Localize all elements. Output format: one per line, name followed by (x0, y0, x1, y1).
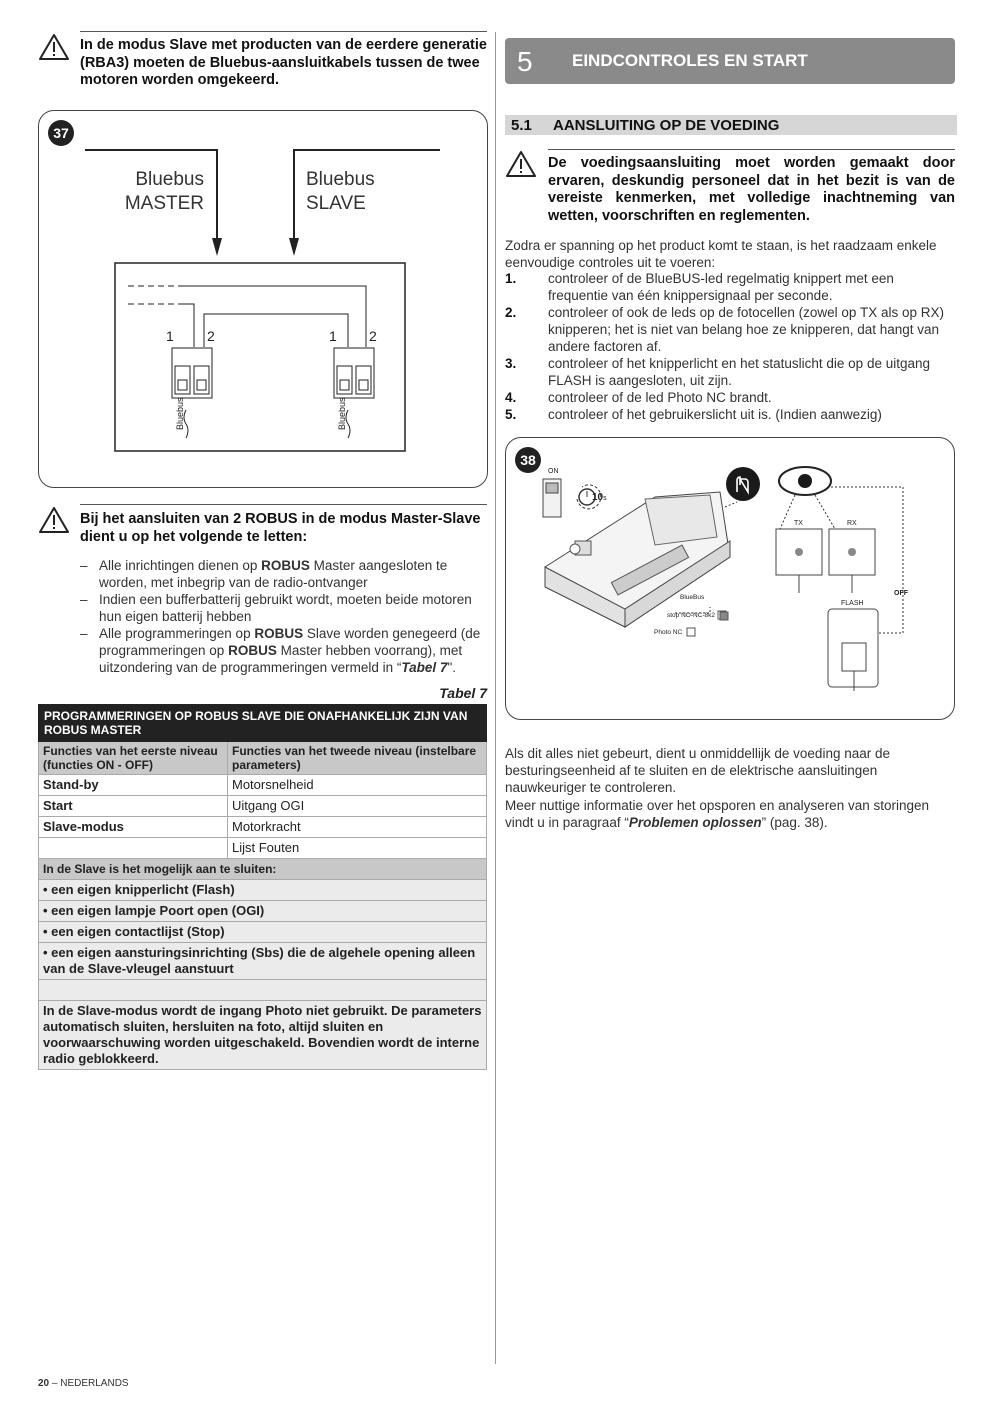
warning-icon (505, 150, 537, 178)
list-item: 3. controleer of het knipperlicht en het statuslicht die op de uitgang FLASH is aangesloten, uit zijn. (505, 356, 930, 388)
table-section: In de Slave is het mogelijk aan te sluiten: (39, 859, 487, 880)
table-title: PROGRAMMERINGEN OP ROBUS SLAVE DIE ONAFHANKELIJK ZIJN VAN ROBUS MASTER (39, 705, 487, 742)
warning-icon (38, 33, 70, 61)
master-label-line2: MASTER (124, 193, 204, 214)
column-divider (495, 32, 496, 1364)
bluebus-wiring-diagram (38, 110, 486, 486)
slave-label-line2: SLAVE (306, 193, 366, 214)
warning-master-slave: Bij het aansluiten van 2 ROBUS in de modus Master-Slave dient u op het volgende te letten: (80, 511, 481, 545)
table-item: • een eigen lampje Poort open (OGI) (39, 901, 487, 922)
subsection-header (505, 115, 957, 135)
on-label: ON (548, 468, 559, 475)
terminal-2-slave: 2 (369, 328, 377, 344)
subsection-title: AANSLUITING OP DE VOEDING (553, 117, 780, 134)
list-item: – Alle inrichtingen dienen op ROBUS Master aangesloten te worden, met inbegrip van de radio-ontvanger (80, 557, 487, 591)
warning-rule (80, 31, 487, 32)
flash-label: FLASH (841, 600, 864, 607)
table-row: Stand-by Motorsnelheid (39, 775, 487, 796)
table-7 (38, 704, 487, 1070)
subsection-number: 5.1 (511, 117, 532, 134)
column-header: Functies van het eerste niveau (functies ON - OFF) (39, 742, 228, 775)
table-note: In de Slave-modus wordt de ingang Photo niet gebruikt. De parameters automatisch sluiten, hersluiten na foto, altijd sluiten en voorwaarschuwing worden uitgeschakeld. Bovendien wordt de interne radio geblokkeerd. (39, 1001, 487, 1070)
warning-rule (548, 149, 955, 150)
warning-power: De voedingsaansluiting moet worden gemaakt door ervaren, deskundig personeel dat in het bezit is van de vereiste kenmerken, met volledige inachtneming van wetten, voorschriften en reglementen. (548, 155, 955, 224)
timer-label: 10s (592, 492, 607, 503)
list-item: 5. controleer of het gebruikerslicht uit is. (Indien aanwezig) (505, 407, 882, 422)
intro-text: Zodra er spanning op het product komt te staan, is het raadzaam enkele eenvoudige controles uit te voeren: (505, 238, 937, 270)
section-header (505, 38, 955, 84)
warning-rule (80, 504, 487, 505)
photo-nc-label: Photo NC (654, 629, 683, 636)
master-label-line1: Bluebus (135, 169, 204, 190)
bluebus-tag-slave: Bluebus (337, 397, 347, 430)
warning-icon (38, 506, 70, 534)
after-text-1: Als dit alles niet gebeurt, dient u onmiddellijk de voeding naar de besturingseenheid af te sluiten en de elektrische aansluitingen nauwkeuriger te controleren. (505, 746, 890, 795)
table-row: Start Uitgang OGI (39, 796, 487, 817)
terminal-2-master: 2 (207, 328, 215, 344)
list-item: 2. controleer of ook de leds op de fotocellen (zowel op TX als op RX) knipperen; het is niet van belang hoe ze knipperen, dat hangt van andere factoren af. (505, 305, 944, 354)
terminal-1-master: 1 (166, 328, 174, 344)
figure-number: 38 (515, 447, 541, 473)
bluebus-led-label: BlueBus (680, 594, 705, 601)
section-title: EINDCONTROLES EN START (572, 51, 808, 70)
list-item: – Alle programmeringen op ROBUS Slave worden genegeerd (de programmeringen op ROBUS Master hebben voorrang), met uitzondering van de programmeringen vermeld in “Tabel 7". (80, 625, 487, 676)
figure-number: 37 (48, 120, 74, 146)
tx-label: TX (794, 520, 803, 527)
table-row: Lijst Fouten (39, 838, 487, 859)
master-slave-rules (80, 557, 487, 676)
label-bluebus-slave (306, 168, 406, 216)
off-label: OFF (894, 590, 908, 597)
slave-label-line1: Bluebus (306, 169, 375, 190)
control-unit-illustration (505, 437, 953, 718)
section-number: 5 (517, 46, 533, 77)
list-item: 1. controleer of de BlueBUS-led regelmatig knippert met een frequentie van één knippersignaal per seconde. (505, 271, 894, 303)
table-caption: Tabel 7 (439, 685, 487, 701)
table-item: • een eigen contactlijst (Stop) (39, 922, 487, 943)
table-row: Slave-modus Motorkracht (39, 817, 487, 838)
table-spacer (39, 980, 487, 1001)
rx-label: RX (847, 520, 857, 527)
list-item: – Indien een bufferbatterij gebruikt wordt, moeten beide motoren hun eigen batterij hebben (80, 591, 487, 625)
check-steps (505, 270, 955, 423)
column-header: Functies van het tweede niveau (instelbare parameters) (228, 742, 487, 775)
table-item: • een eigen knipperlicht (Flash) (39, 880, 487, 901)
page-footer: 20 – NEDERLANDS (38, 1378, 129, 1389)
terminal-1-slave: 1 (329, 328, 337, 344)
warning-rba3: In de modus Slave met producten van de eerdere generatie (RBA3) moeten de Bluebus-aansluitkabels tussen de twee motoren worden omgekeerd. (80, 37, 487, 88)
bluebus-tag-master: Bluebus (175, 397, 185, 430)
after-text-2: Meer nuttige informatie over het opsporen en analyseren van storingen vindt u in paragraaf “Problemen oplossen” (pag. 38). (505, 798, 930, 830)
label-bluebus-master (118, 168, 204, 216)
stop-label: stop NO-NC-8k2 (667, 612, 716, 619)
list-item: 4. controleer of de led Photo NC brandt. (505, 390, 772, 405)
table-item: • een eigen aansturingsinrichting (Sbs) die de algehele opening alleen van de Slave-vleugel aanstuurt (39, 943, 487, 980)
